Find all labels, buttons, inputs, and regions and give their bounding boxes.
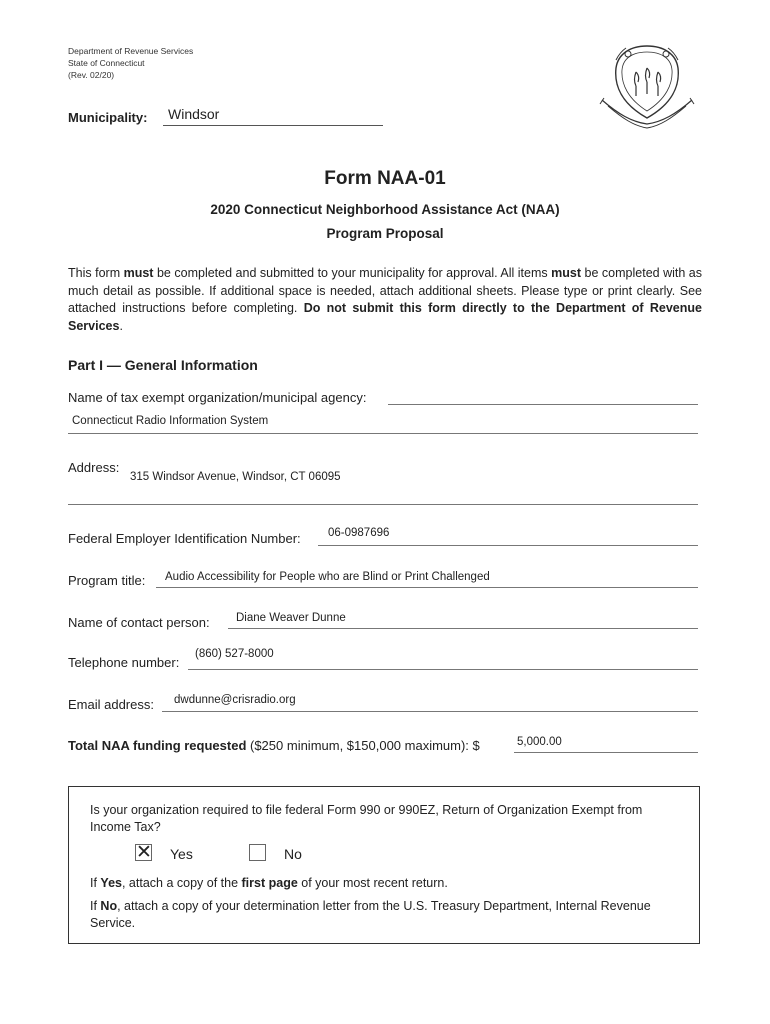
email-field[interactable]: dwdunne@crisradio.org <box>174 694 296 706</box>
revision: (Rev. 02/20) <box>68 70 115 80</box>
program-title-label: Program title: <box>68 573 146 588</box>
telephone-label: Telephone number: <box>68 655 180 670</box>
email-underline <box>162 711 698 712</box>
form-subtitle: 2020 Connecticut Neighborhood Assistance Act (NAA) <box>210 202 560 217</box>
no-instruction: If No, attach a copy of your determination letter from the U.S. Treasury Department, Internal Revenue Service. <box>90 899 651 930</box>
no-label: No <box>284 846 302 862</box>
state-name: State of Connecticut <box>68 58 145 68</box>
municipality-underline <box>163 125 383 126</box>
form-program-title: Program Proposal <box>326 226 444 241</box>
contact-person-field[interactable]: Diane Weaver Dunne <box>236 612 346 624</box>
intro-paragraph: This form must be completed and submitted to your municipality for approval. All items must be completed with as much detail as possible. If additional space is needed, attach additional sheets. Please type or print clearly. See attached instructions before completing. Do not submit this form directly to the Department of Revenue Services. <box>68 266 703 333</box>
program-title-field[interactable]: Audio Accessibility for People who are Blind or Print Challenged <box>165 571 490 583</box>
org-name-field[interactable]: Connecticut Radio Information System <box>72 415 269 427</box>
address-label: Address: <box>68 460 120 475</box>
fein-underline <box>318 545 698 546</box>
funding-field[interactable]: 5,000.00 <box>517 736 562 748</box>
telephone-field[interactable]: (860) 527-8000 <box>195 648 274 660</box>
funding-underline <box>514 752 698 753</box>
fein-label: Federal Employer Identification Number: <box>68 531 301 546</box>
contact-person-underline <box>228 628 698 629</box>
yes-label: Yes <box>170 846 193 862</box>
state-seal-icon <box>598 42 696 134</box>
address-underline <box>68 504 698 505</box>
contact-person-label: Name of contact person: <box>68 615 210 630</box>
form-990-question: Is your organization required to file federal Form 990 or 990EZ, Return of Organization Exempt from Income Tax? <box>90 803 643 834</box>
yes-checkbox[interactable] <box>135 844 152 861</box>
form-title: Form NAA-01 <box>324 168 446 189</box>
yes-instruction: If Yes, attach a copy of the first page of your most recent return. <box>90 876 448 890</box>
no-checkbox[interactable] <box>249 844 266 861</box>
org-name-underline-2 <box>68 433 698 434</box>
municipality-label: Municipality: <box>68 110 148 125</box>
checkmark-x-icon: ✕ <box>136 842 152 863</box>
org-name-label: Name of tax exempt organization/municipal agency: <box>68 390 367 405</box>
dept-name: Department of Revenue Services <box>68 46 194 56</box>
org-name-underline <box>388 404 698 405</box>
municipality-field[interactable]: Windsor <box>168 106 220 122</box>
telephone-underline <box>188 669 698 670</box>
program-title-underline <box>156 587 698 588</box>
part-1-heading: Part I — General Information <box>68 357 258 373</box>
address-field[interactable]: 315 Windsor Avenue, Windsor, CT 06095 <box>130 471 341 483</box>
funding-label: Total NAA funding requested ($250 minimum, $150,000 maximum): $ <box>68 738 480 753</box>
fein-field[interactable]: 06-0987696 <box>328 527 390 539</box>
email-label: Email address: <box>68 697 154 712</box>
